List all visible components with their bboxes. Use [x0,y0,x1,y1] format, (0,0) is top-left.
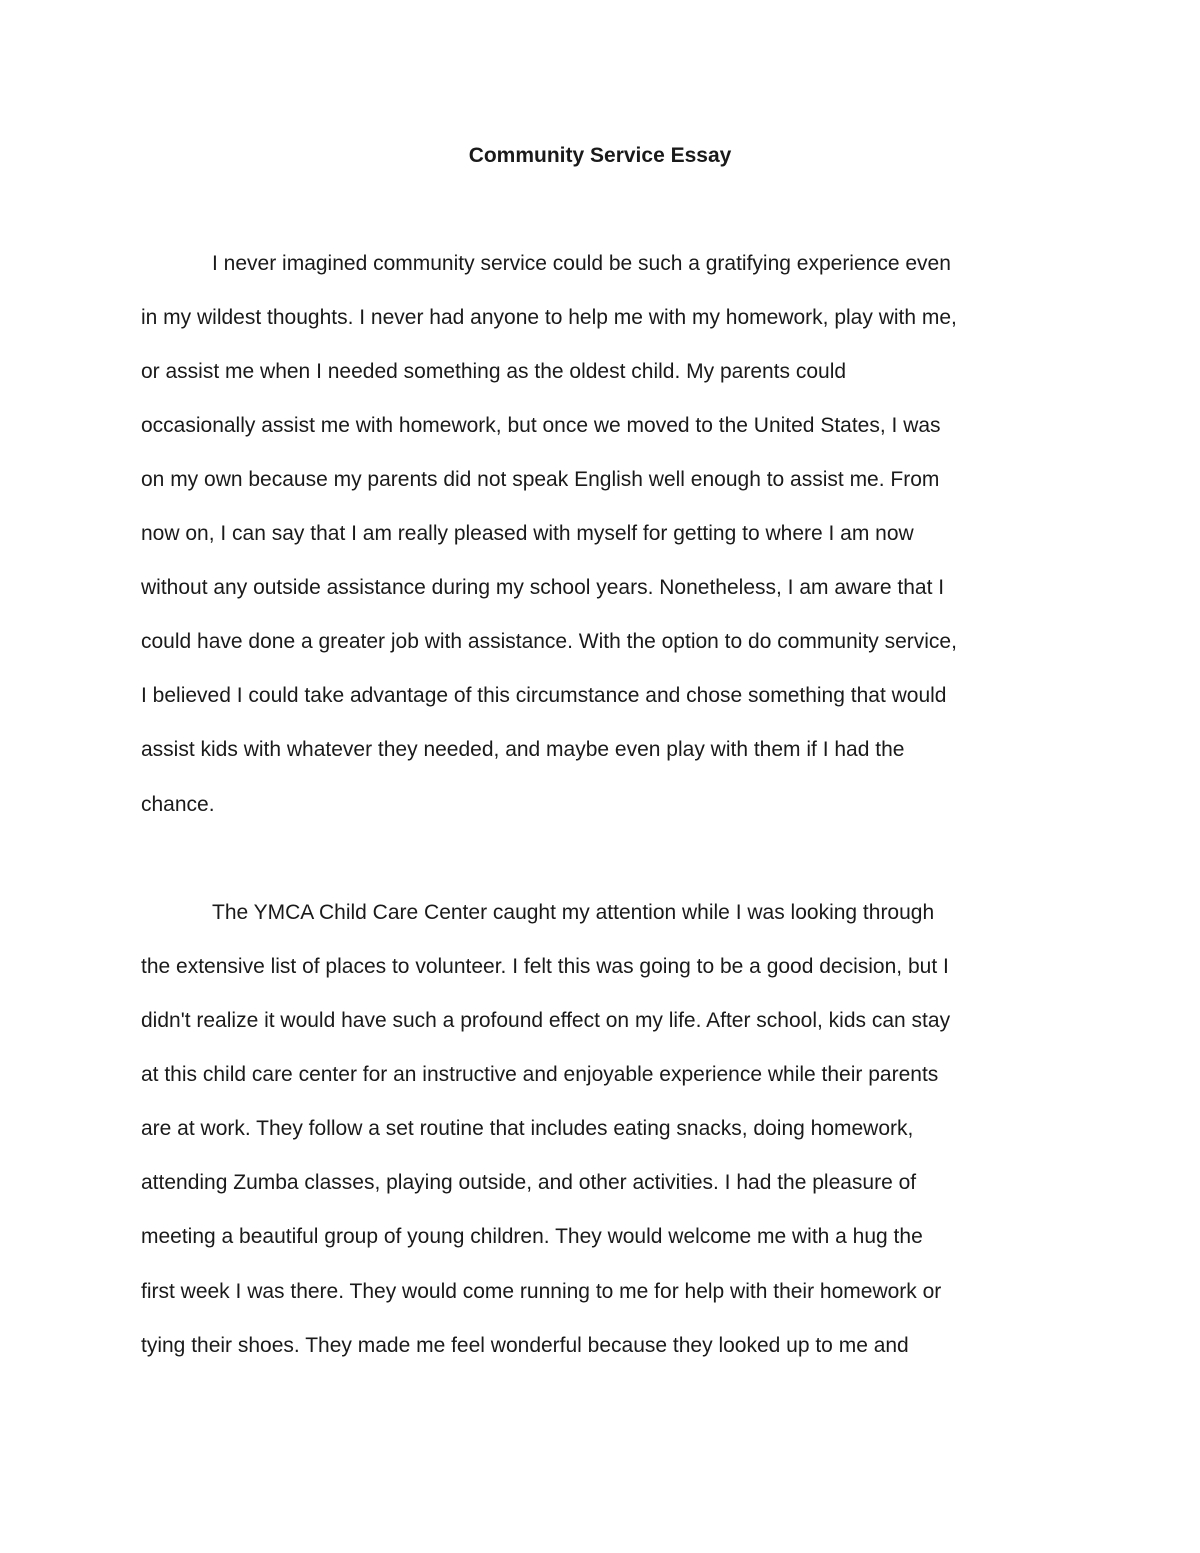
essay-title: Community Service Essay [468,144,732,167]
paragraph-2-line-1: The YMCA Child Care Center caught my attention while I was looking through [212,901,935,924]
paragraph-2-line-4: at this child care center for an instructive and enjoyable experience while their parents [141,1063,939,1086]
paragraph-2-line-8: first week I was there. They would come running to me for help with their homework or [141,1280,942,1303]
paragraph-1-line-9: I believed I could take advantage of this circumstance and chose something that would [141,684,947,707]
paragraph-2-line-2: the extensive list of places to volunteer. I felt this was going to be a good decision, but I [141,955,949,978]
paragraph-2-line-7: meeting a beautiful group of young children. They would welcome me with a hug the [141,1225,923,1248]
paragraph-1-line-1: I never imagined community service could be such a gratifying experience even [212,252,951,275]
paragraph-1-line-2: in my wildest thoughts. I never had anyone to help me with my homework, play with me, [141,306,957,329]
paragraph-2-line-5: are at work. They follow a set routine that includes eating snacks, doing homework, [141,1117,914,1140]
paragraph-1-line-8: could have done a greater job with assistance. With the option to do community service, [141,630,957,653]
paragraph-2-line-6: attending Zumba classes, playing outside, and other activities. I had the pleasure of [141,1171,917,1194]
paragraph-2-line-3: didn't realize it would have such a profound effect on my life. After school, kids can stay [141,1009,951,1032]
paragraph-1-line-11: chance. [141,793,215,816]
paragraph-1-line-3: or assist me when I needed something as the oldest child. My parents could [141,360,847,383]
paragraph-2-line-9: tying their shoes. They made me feel wonderful because they looked up to me and [141,1334,909,1357]
paragraph-1-line-4: occasionally assist me with homework, but once we moved to the United States, I was [141,414,941,437]
paragraph-1-line-5: on my own because my parents did not speak English well enough to assist me. From [141,468,940,491]
paragraph-1-line-7: without any outside assistance during my school years. Nonetheless, I am aware that I [141,576,945,599]
paragraph-1-line-10: assist kids with whatever they needed, and maybe even play with them if I had the [141,738,905,761]
paragraph-1-line-6: now on, I can say that I am really pleased with myself for getting to where I am now [141,522,914,545]
